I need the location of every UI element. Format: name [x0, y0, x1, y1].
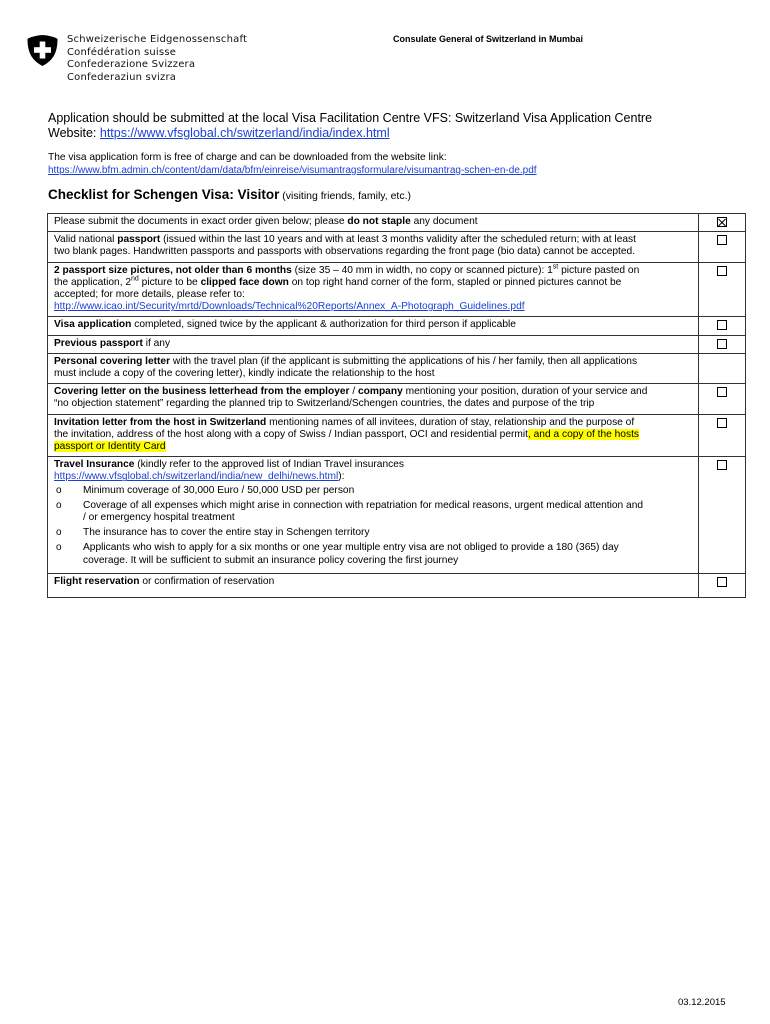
checklist-title-text: Checklist for Schengen Visa: Visitor — [48, 187, 280, 202]
checklist-row-invitation-letter: Invitation letter from the host in Switzerland mentioning names of all invitees, duration of stay, relationship and the purpose of the invitation, address of the host along with a copy of Swiss / Indian passport, OCI and residential permit, and a copy of the hosts passport or Identity Card — [48, 414, 746, 457]
checklist-row-pictures: 2 passport size pictures, not older than 6 months (size 35 – 40 mm in width, no copy or scanned picture): 1st picture pasted on the application, 2nd picture to be clipped face down on top right hand corner of the form, stapled or pinned pictures cannot be accepted; for more details, please refer to: http://www.icao.int/Security/mrtd/Downloads/Technical%20Reports/Annex_A-Photograph_Guidelines.pdf — [48, 262, 746, 317]
photo-guidelines-link[interactable]: http://www.icao.int/Security/mrtd/Downloads/Technical%20Reports/Annex_A-Photograph_Guidelines.pdf — [54, 301, 525, 313]
checkbox-visa-application[interactable] — [717, 320, 727, 330]
checkbox-flight-reservation[interactable] — [717, 577, 727, 587]
checkbox-travel-insurance[interactable] — [717, 460, 727, 470]
checkbox-passport[interactable] — [717, 235, 727, 245]
insurance-requirements-list — [54, 485, 648, 567]
checkbox-instructions[interactable] — [717, 217, 727, 227]
checklist-subtitle: (visiting friends, family, etc.) — [279, 190, 411, 202]
consulate-name: Consulate General of Switzerland in Mumbai — [393, 34, 584, 44]
checklist-table — [47, 213, 746, 598]
checkbox-pictures[interactable] — [717, 266, 727, 276]
checklist-row-employer-letter: Covering letter on the business letterhead from the employer / company mentioning your position, duration of your service and “no objection statement” regarding the planned trip to Switzerland/Schengen countries, the dates and purpose of the trip — [48, 384, 746, 414]
confederation-name-de: Schweizerische Eidgenossenschaft — [67, 34, 248, 45]
confederation-names — [67, 34, 247, 84]
bullet-icon: o — [56, 527, 62, 539]
list-item: o Applicants who wish to apply for a six months or one year multiple entry visa are not obliged to provide a 180 (365) day coverage. It will be sufficient to submit an insurance policy covering the first journey — [56, 542, 619, 566]
checklist-row-personal-letter: Personal covering letter with the travel plan (if the applicant is submitting the applications of his / her family, then all applications must include a copy of the covering letter), kindly indicate the relationship to the host — [48, 353, 746, 383]
bullet-icon: o — [56, 542, 62, 554]
download-note — [48, 151, 748, 177]
document-date: 03.12.2015 — [678, 997, 726, 1008]
checklist-row-flight-reservation: Flight reservation or confirmation of reservation — [48, 573, 746, 597]
intro-line: Application should be submitted at the local Visa Facilitation Centre VFS: Switzerland Visa Application Centre — [48, 111, 653, 125]
checklist-title — [48, 187, 411, 202]
travel-insurance-link[interactable]: https://www.vfsglobal.ch/switzerland/india/new_delhi/news.html — [54, 471, 339, 483]
intro-paragraph — [48, 111, 748, 141]
checklist-row-visa-application: Visa application completed, signed twice by the applicant & authorization for third person if applicable — [48, 317, 746, 335]
list-item: o Minimum coverage of 30,000 Euro / 50,000 USD per person — [56, 484, 355, 496]
bullet-icon: o — [56, 484, 62, 496]
bullet-icon: o — [56, 499, 62, 511]
list-item: o Coverage of all expenses which might arise in connection with repatriation for medical reasons, urgent medical attention and / or emergency hospital treatment — [56, 499, 644, 524]
checklist-row-previous-passport: Previous passport if any — [48, 335, 746, 353]
application-form-link[interactable]: https://www.bfm.admin.ch/content/dam/data/bfm/einreise/visumantragsformulare/visumantrag-schen-en-de.pdf — [48, 165, 537, 176]
confederation-name-it: Confederazione Svizzera — [67, 59, 196, 71]
checkbox-invitation-letter[interactable] — [717, 418, 727, 428]
download-note-text: The visa application form is free of charge and can be downloaded from the website link: — [48, 152, 447, 163]
list-item: o The insurance has to cover the entire stay in Schengen territory — [56, 527, 370, 539]
confederation-name-fr: Confédération suisse — [67, 46, 177, 58]
website-label: Website: — [48, 126, 100, 140]
checklist-row-travel-insurance: Travel Insurance (kindly refer to the approved list of Indian Travel insurances https://www.vfsglobal.ch/switzerland/india/new_delhi/news.html): o Minimum coverage of 30,000 Euro / 50,000 USD per person o Coverage of all expenses which might arise in connection with repatriation for medical reasons, urgent medical attention and / or emergency hospital treatment o The insurance has to cover the entire stay in Schengen territory o Applicants who wish to apply for a six months or one year multiple entry visa are not obliged to provide a 180 (365) day coverage. It will be sufficient to submit an insurance policy covering the first journey — [48, 457, 746, 574]
vfs-website-link[interactable]: https://www.vfsglobal.ch/switzerland/india/index.html — [99, 126, 390, 140]
checklist-row-passport: Valid national passport (issued within the last 10 years and with at least 3 months validity after the scheduled return; with at least two blank pages. Handwritten passports and passports with observations regarding the front page (bio data) cannot be accepted. — [48, 232, 746, 262]
swiss-coat-of-arms-icon — [26, 34, 59, 67]
checkbox-employer-letter[interactable] — [717, 387, 727, 397]
confederation-name-rm: Confederaziun svizra — [67, 71, 177, 83]
checkbox-previous-passport[interactable] — [717, 339, 727, 349]
checklist-row-instructions: Please submit the documents in exact order given below; please do not staple any document — [48, 214, 746, 232]
highlighted-text: , and a copy of the hosts passport or Identity Card — [54, 428, 639, 453]
